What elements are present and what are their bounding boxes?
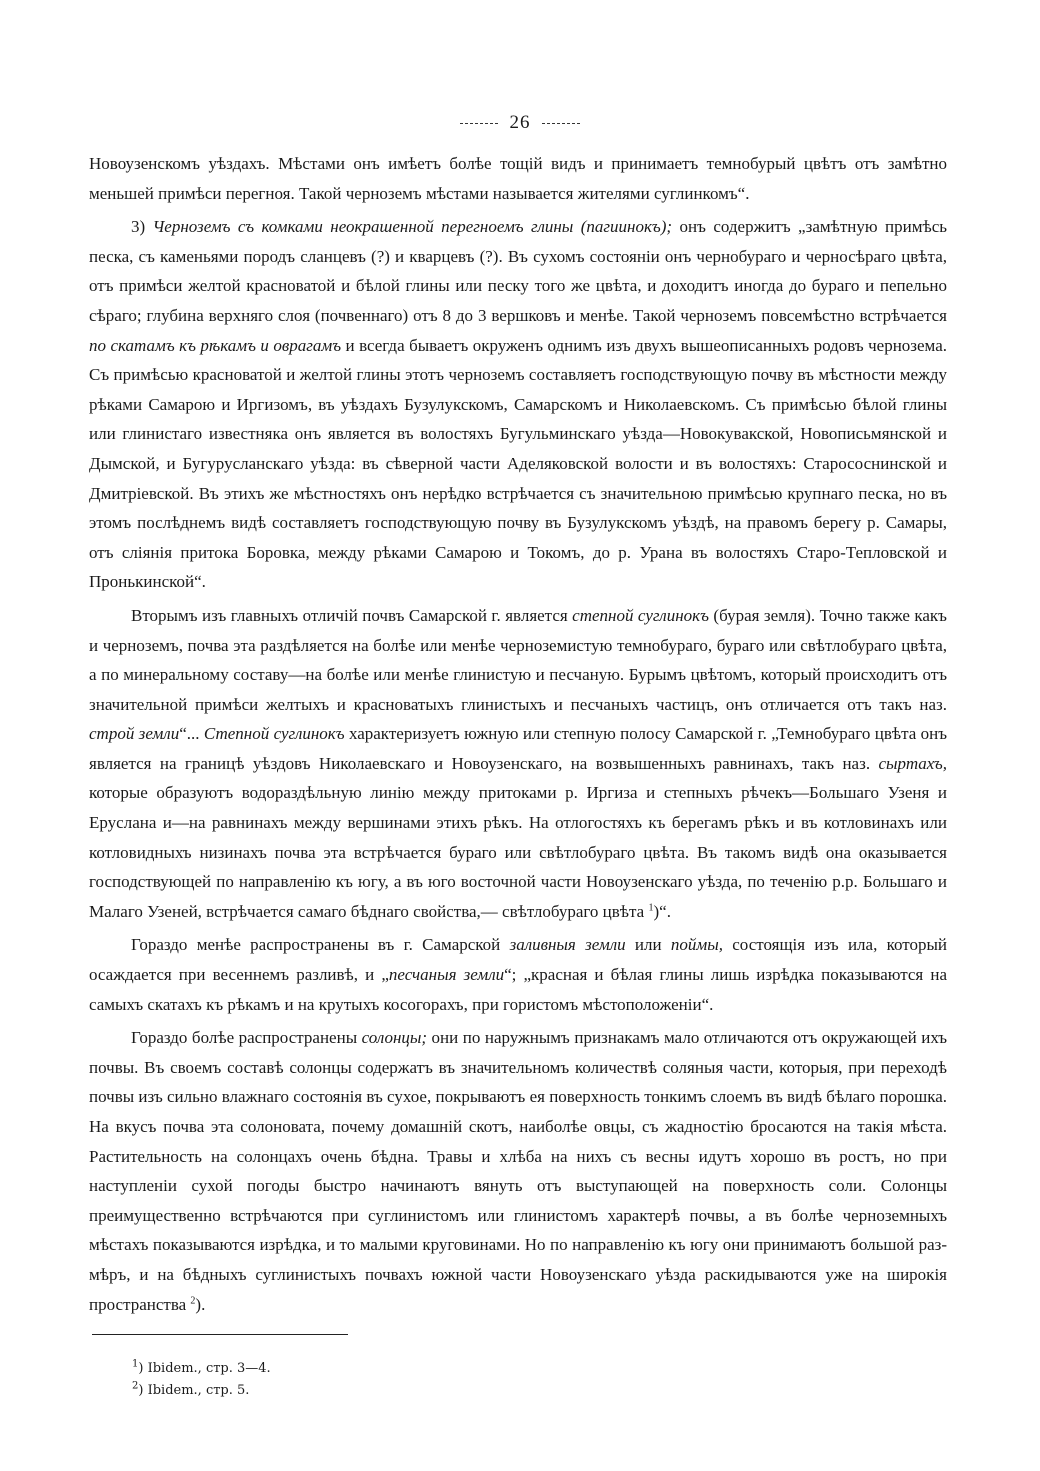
text-run: “; „красная и бѣлая глины лишь изрѣдка показываются на самыхъ скатахъ къ рѣкамъ и на крутыхъ косогорахъ, при гористомъ мѣстоположеніи“. <box>89 965 947 1014</box>
italic-term: солонцы; <box>361 1028 428 1048</box>
italic-term: сыртахъ, <box>878 753 947 773</box>
text-run: онъ содержитъ „замѣтную примѣсь песка, съ каменьями породъ сланцевъ (?) и кварцевъ (?). Въ сухомъ состояніи онъ чернобураго и черносѣраго цвѣта, отъ примѣси желтой красноватой и бѣлой глины или песку того же цвѣта, и доходитъ иногда до бураго и пепельно сѣраго; глубина верхняго слоя (почвеннаго) отъ 8 до 3 вершковъ и менѣе. Такой черноземъ повсемѣстно встрѣчается <box>89 217 947 325</box>
text-run: или <box>625 935 671 955</box>
italic-term: по скатамъ къ рѣкамъ и оврагамъ <box>89 335 342 355</box>
italic-term: заливныя земли <box>509 935 626 955</box>
text-run: Гораздо менѣе распространены въ г. Самарской <box>131 935 510 955</box>
footnote-text: Ibidem., стр. 5. <box>147 1383 250 1398</box>
footnote-paren: ) <box>138 1383 148 1398</box>
italic-term: Степной суглинокъ <box>203 724 345 744</box>
footnote-mark: 1 <box>132 1358 139 1370</box>
text-run: 3) <box>131 217 153 237</box>
footnote-text: Ibidem., стр. 3—4. <box>147 1361 271 1376</box>
page-number <box>0 112 1040 134</box>
text-run: они по наружнымъ признакамъ мало отличаются отъ окружающей ихъ почвы. Въ своемъ составѣ солонцы содержатъ въ значительномъ количествѣ соляныя части, которыя, при переходѣ почвы изъ сильно влажнаго состоянія въ сухое, покрываютъ ея поверхность тонкимъ слоемъ въ видѣ бѣлаго порошка. На вкусъ почва эта солоновата, почему домашній скотъ, наиболѣе овцы, съ жадностію бросаются на такія мѣста. Растительность на солонцахъ очень бѣдна. Травы и хлѣба на нихъ съ весны идутъ хорошо въ ростъ, но при наступленіи сухой погоды быстро начинаютъ вянуть отъ выступающей на поверхность соли. Солонцы преимущественно встрѣчаются при суглинистомъ или глинистомъ характерѣ почвы, а въ болѣе черноземныхъ мѣстахъ показываются изрѣдка, и то малыми круговинами. Но по направленію къ югу они принимаютъ большой размѣръ, и на бѣдныхъ суглинистыхъ почвахъ южной части Новоузенскаго уѣзда раскидываются уже на широкія пространства <box>89 1028 948 1314</box>
text-run: которые образуютъ водораздѣльную линію между притоками р. Иргиза и степныхъ рѣчекъ—Большаго Узеня и Еруслана и—на равнинахъ между вершинами этихъ рѣкъ. На отлогостяхъ къ берегамъ рѣкъ и въ котловинахъ или котловидныхъ низинахъ почва эта встрѣчается бураго или свѣтлобураго цвѣта. Въ такомъ видѣ она оказывается господствующей по направленію къ югу, а въ юго восточной части Новоузенскаго уѣзда, по теченію р.р. Большаго и Малаго Узеней, встрѣчается самаго бѣднаго свойства,— свѣтлобураго цвѣта <box>89 783 947 921</box>
italic-term: поймы, <box>670 935 723 955</box>
text-run: ). <box>195 1294 206 1314</box>
footnote-rule <box>92 1334 348 1335</box>
text-run: состоящія изъ ила, который осаждается при весеннемъ разливѣ, и „ <box>89 935 947 985</box>
body-text <box>89 149 947 1319</box>
page-number-text: 26 <box>509 112 531 133</box>
footnote-ref: 2 <box>190 1294 196 1306</box>
text-run: Гораздо болѣе распространены <box>131 1028 362 1048</box>
footnote-paren: ) <box>138 1361 148 1376</box>
text-run: Вторымъ изъ главныхъ отличій почвъ Самарской г. является <box>131 605 573 625</box>
page-number-dash-left <box>460 123 498 124</box>
footnote <box>132 1380 271 1402</box>
italic-term: песчаныя земли <box>388 965 505 985</box>
text-run: (бурая земля). Точно также какъ и черноземъ, почва эта раздѣляется на болѣе или менѣе черноземистую темнобураго, бураго или свѣтлобураго цвѣта, а по минеральному составу—на болѣе или менѣе глинистую и песчаную. Бурымъ цвѣтомъ, который происходитъ отъ значительной примѣси желтыхъ и красноватыхъ глинистыхъ и песчаныхъ частицъ, онъ отличается отъ такъ наз. <box>89 605 947 714</box>
page-number-dash-right <box>542 123 580 124</box>
footnote <box>132 1358 271 1380</box>
paragraph <box>89 149 947 208</box>
italic-term: Черноземъ съ комками неокрашенной перегноемъ глины (пагиинокъ); <box>152 217 673 237</box>
footnotes <box>132 1358 271 1402</box>
footnote-mark: 2 <box>132 1380 139 1392</box>
italic-term: степной суглинокъ <box>572 605 709 625</box>
paragraph <box>89 601 947 927</box>
text-run: “... <box>179 724 204 744</box>
footnote-ref: 1 <box>648 902 654 914</box>
text-run: характеризуетъ южную или степную полосу Самарской г. „Темнобураго цвѣта онъ является на границѣ уѣздовъ Николаевскаго и Новоузенскаго, на возвышенныхъ равнинахъ, такъ наз. <box>89 724 948 773</box>
text-run: и всегда бываетъ окруженъ однимъ изъ двухъ вышеописанныхъ родовъ чернозема. Съ примѣсью красноватой и желтой глины этотъ черноземъ составляетъ господствующую почву въ мѣстности между рѣками Самарою и Иргизомъ, въ уѣздахъ Бузулукскомъ, Самарскомъ и Николаевскомъ. Съ примѣсью бѣлой глины или глинистаго известняка онъ является въ волостяхъ Бугульминскаго уѣзда—Новокувакской, Новописьмянской и Дымской, и Бугурусланскаго уѣзда: въ сѣверной части Аделяковской волости и въ волостяхъ: Старососнинской и Дмитріевской. Въ этихъ же мѣстностяхъ онъ нерѣдко встрѣчается съ значительною примѣсью крупнаго песка, но въ этомъ послѣднемъ видѣ составляетъ господствующую почву въ Бузулукскомъ уѣздѣ, на правомъ берегу р. Самары, отъ сліянія притока Боровка, между рѣками Самарою и Токомъ, до р. Урана въ волостяхъ Старо-Тепловской и Пронькинской“. <box>89 335 947 592</box>
text-run: )“. <box>653 901 671 921</box>
paragraph <box>89 212 947 597</box>
italic-term: строй земли <box>89 724 180 744</box>
paragraph <box>89 930 947 1019</box>
paragraph <box>89 1023 947 1319</box>
text-run: Новоузенскомъ уѣздахъ. Мѣстами онъ имѣетъ болѣе тощій видъ и принимаетъ темнобурый цвѣтъ отъ замѣтно меньшей примѣси перегноя. Такой черноземъ мѣстами называется жителями суглинкомъ“. <box>89 154 947 203</box>
